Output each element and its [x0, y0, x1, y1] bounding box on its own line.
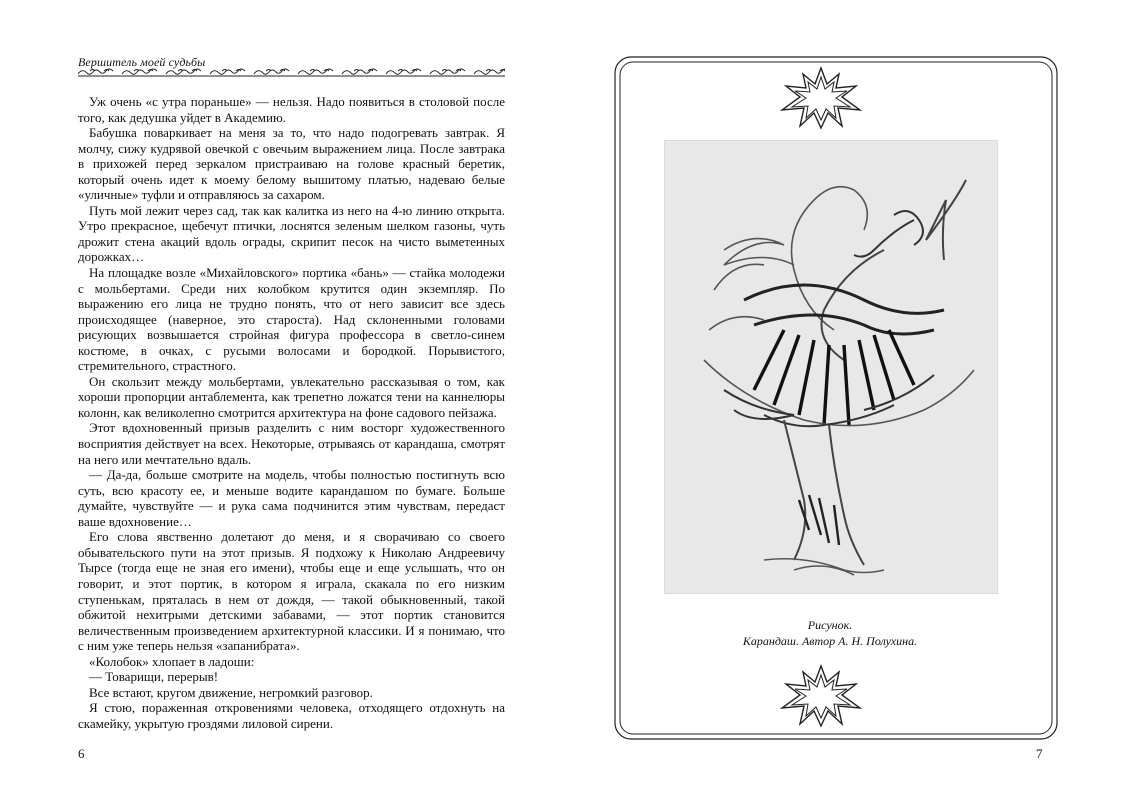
- ornament-star-icon: [780, 66, 862, 130]
- caption-credit: Карандаш. Автор А. Н. Полухина.: [742, 634, 918, 648]
- ornament-star-icon: [780, 664, 862, 728]
- paragraph: Путь мой лежит через сад, так как калитка из него на 4-ю линию открыта. Утро прекрасное, щебечут птички, лоснятся зеленым шелком газоны, чуть дрожит стена акаций вдоль ограды, скрипит песок на чисто выметенных дорожках…: [78, 202, 505, 265]
- page-number-left: 6: [78, 746, 85, 761]
- body-text: [78, 94, 505, 731]
- paragraph: — Да-да, больше смотрите на модель, чтобы полностью постигнуть всю суть, всю красоту ее, и меньше водите карандашом по бумаге. Больше думайте, чувствуйте — и рука сама подчинится этим чувствам, передаст ваше вдохновение…: [78, 467, 505, 529]
- figure-caption: [698, 617, 962, 649]
- running-head: Вершитель моей судьбы: [78, 55, 206, 69]
- ballerina-sketch: [664, 140, 998, 594]
- caption-title: Рисунок.: [807, 618, 853, 632]
- ornament-rule: [78, 67, 505, 79]
- paragraph: Его слова явственно долетают до меня, и я сворачиваю со своего обывательского пути на этот призыв. Я подхожу к Николаю Андреевичу Тырсе (тогда еще не зная его имени), чтобы еще и еще услышать, что он говорит, и этот портик, в котором я играла, скакала по его низким ступенькам, пряталась в нем от дождя, — такой обыкновенный, такой обжитой нехитрыми детскими забавами, — этот портик становится величественным произведением архитектурной классики. И я понимаю, что с ним уже теперь нельзя «запанибрата».: [78, 529, 505, 654]
- paragraph: Бабушка поваркивает на меня за то, что надо подогревать завтрак. Я молчу, сижу кудрявой овечкой с овечьим выражением лица. После завтрака в прихожей перед зеркалом пристраиваю на голове красный беретик, который очень идет к моему белому вышитому платью, надеваю белые «уличные» туфли и отправляюсь за сахаром.: [78, 125, 505, 203]
- paragraph: Все встают, кругом движение, негромкий разговор.: [89, 684, 373, 700]
- paragraph: Этот вдохновенный призыв разделить с ним восторг художественного восприятия действует на всех. Некоторые, отрываясь от карандаша, смотрят на него или мечтательно вдаль.: [78, 420, 505, 467]
- paragraph: — Товарищи, перерыв!: [89, 669, 219, 685]
- page-number-right: 7: [1036, 746, 1043, 761]
- paragraph: Он скользит между мольбертами, увлекательно рассказывая о том, как хороши пропорции антаблемента, как трепетно ложатся тени на каннелюры колонн, как великолепно смотрится архитектура на фоне садового пейзажа.: [78, 373, 505, 420]
- paragraph: На площадке возле «Михайловского» портика «бань» — стайка молодежи с мольбертами. Среди них колобком крутится один экземпляр. По выражению его лица не трудно понять, что от него зависит все здесь происходящее (наверное, это староста). Над склоненными головами рисующих возвышается стройная фигура профессора в светло-синем костюме, в очках, с русыми волосами и бородкой. Порывистого, стремительного, страстного.: [78, 265, 505, 374]
- paragraph: Я стою, пораженная откровениями человека, отходящего отдохнуть на скамейку, укрытую гроздями лиловой сирени.: [78, 700, 505, 731]
- paragraph: «Колобок» хлопает в ладоши:: [89, 653, 255, 669]
- paragraph: Уж очень «с утра пораньше» — нельзя. Надо появиться в столовой после того, как дедушка уйдет в Академию.: [78, 94, 505, 125]
